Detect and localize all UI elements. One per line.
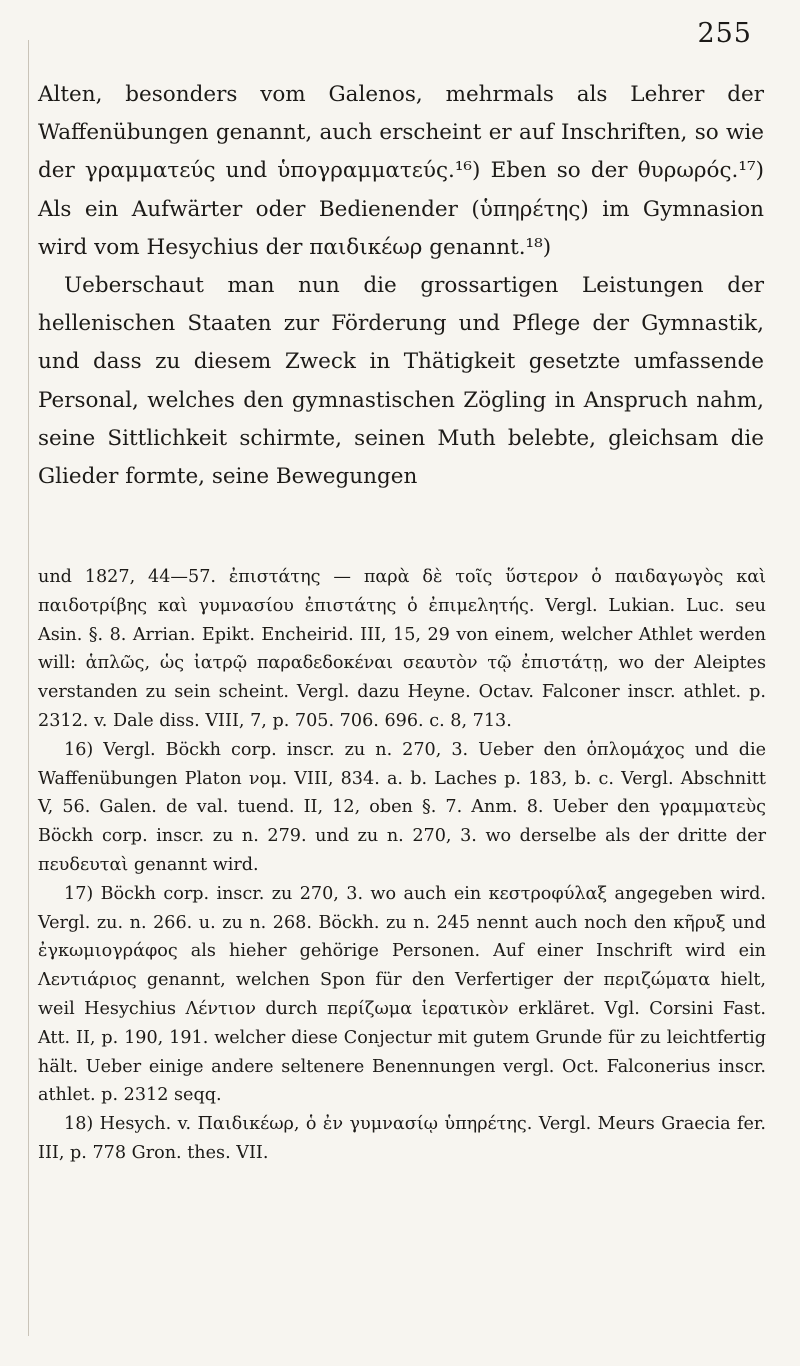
page-edge-rule [28,40,29,1336]
footnotes [38,563,766,1168]
page-number: 255 [697,18,752,49]
footnote-18: 18) Hesych. v. Παιδικέωρ, ὁ ἐν γυμνασίῳ ὑπηρέτης. Vergl. Meurs Graecia fer. III, p. 778 Gron. thes. VII. [38,1114,766,1163]
footnote-16: 16) Vergl. Böckh corp. inscr. zu n. 270, 3. Ueber den ὁπλομάχος und die Waffenübungen Platon νομ. VIII, 834. a. b. Laches p. 183, b. c. Vergl. Abschnitt V, 56. Galen. de val. tuend. II, 12, oben §. 7. Anm. 8. Ueber den γραμματεὺς Böckh corp. inscr. zu n. 279. und zu n. 270, 3. wo derselbe als der dritte der πευδευταὶ genannt wird. [38,739,766,875]
footnote-continuation: und 1827, 44—57. ἐπιστάτης — παρὰ δὲ τοῖς ὕστερον ὁ παιδαγωγὸς καὶ παιδοτρίβης καὶ γυμνασίου ἐπιστάτης ὁ ἐπιμελητής. Vergl. Lukian. Luc. seu Asin. §. 8. Arrian. Epikt. Encheirid. III, 15, 29 von einem, welcher Athlet werden will: ἁπλῶς, ὡς ἰατρῷ παραδεδοκέναι σεαυτὸν τῷ ἐπιστάτῃ, wo der Aleiptes verstanden zu sein scheint. Vergl. dazu Heyne. Octav. Falconer inscr. athlet. p. 2312. v. Dale diss. VIII, 7, p. 705. 706. 696. c. 8, 713. [38,567,766,731]
main-text [38,76,764,496]
footnote-17: 17) Böckh corp. inscr. zu 270, 3. wo auch ein κεστροφύλαξ angegeben wird. Vergl. zu. n. 266. u. zu n. 268. Böckh. zu n. 245 nennt auch noch den κῆρυξ und ἐγκωμιογράφος als hieher gehörige Personen. Auf einer Inschrift wird ein Λεντιάριος genannt, welchen Spon für den Verfertiger der περιζώματα hielt, weil Hesychius Λέντιον durch περίζωμα ἱερατικὸν erkläret. Vgl. Corsini Fast. Att. II, p. 190, 191. welcher diese Conjectur mit gutem Grunde für zu leichtfertig hält. Ueber einige andere seltenere Benennungen vergl. Oct. Falconerius inscr. athlet. p. 2312 seqq. [38,883,766,1106]
body-paragraph: Ueberschaut man nun die grossartigen Leistungen der hellenischen Staaten zur Förderung und Pflege der Gymnastik, und dass zu diesem Zweck in Thätigkeit gesetzte umfassende Personal, welches den gymnastischen Zögling in Anspruch nahm, seine Sittlichkeit schirmte, seinen Muth belebte, gleichsam die Glieder formte, seine Bewegungen [38,273,764,490]
body-paragraph: Alten, besonders vom Galenos, mehrmals als Lehrer der Waffenübungen genannt, auch erscheint er auf Inschriften, so wie der γραμματεύς und ὑπογραμματεύς.¹⁶) Eben so der θυρωρός.¹⁷) Als ein Aufwärter oder Bedienender (ὑπηρέτης) im Gymnasion wird vom Hesychius der παιδικέωρ genannt.¹⁸) [38,82,764,260]
